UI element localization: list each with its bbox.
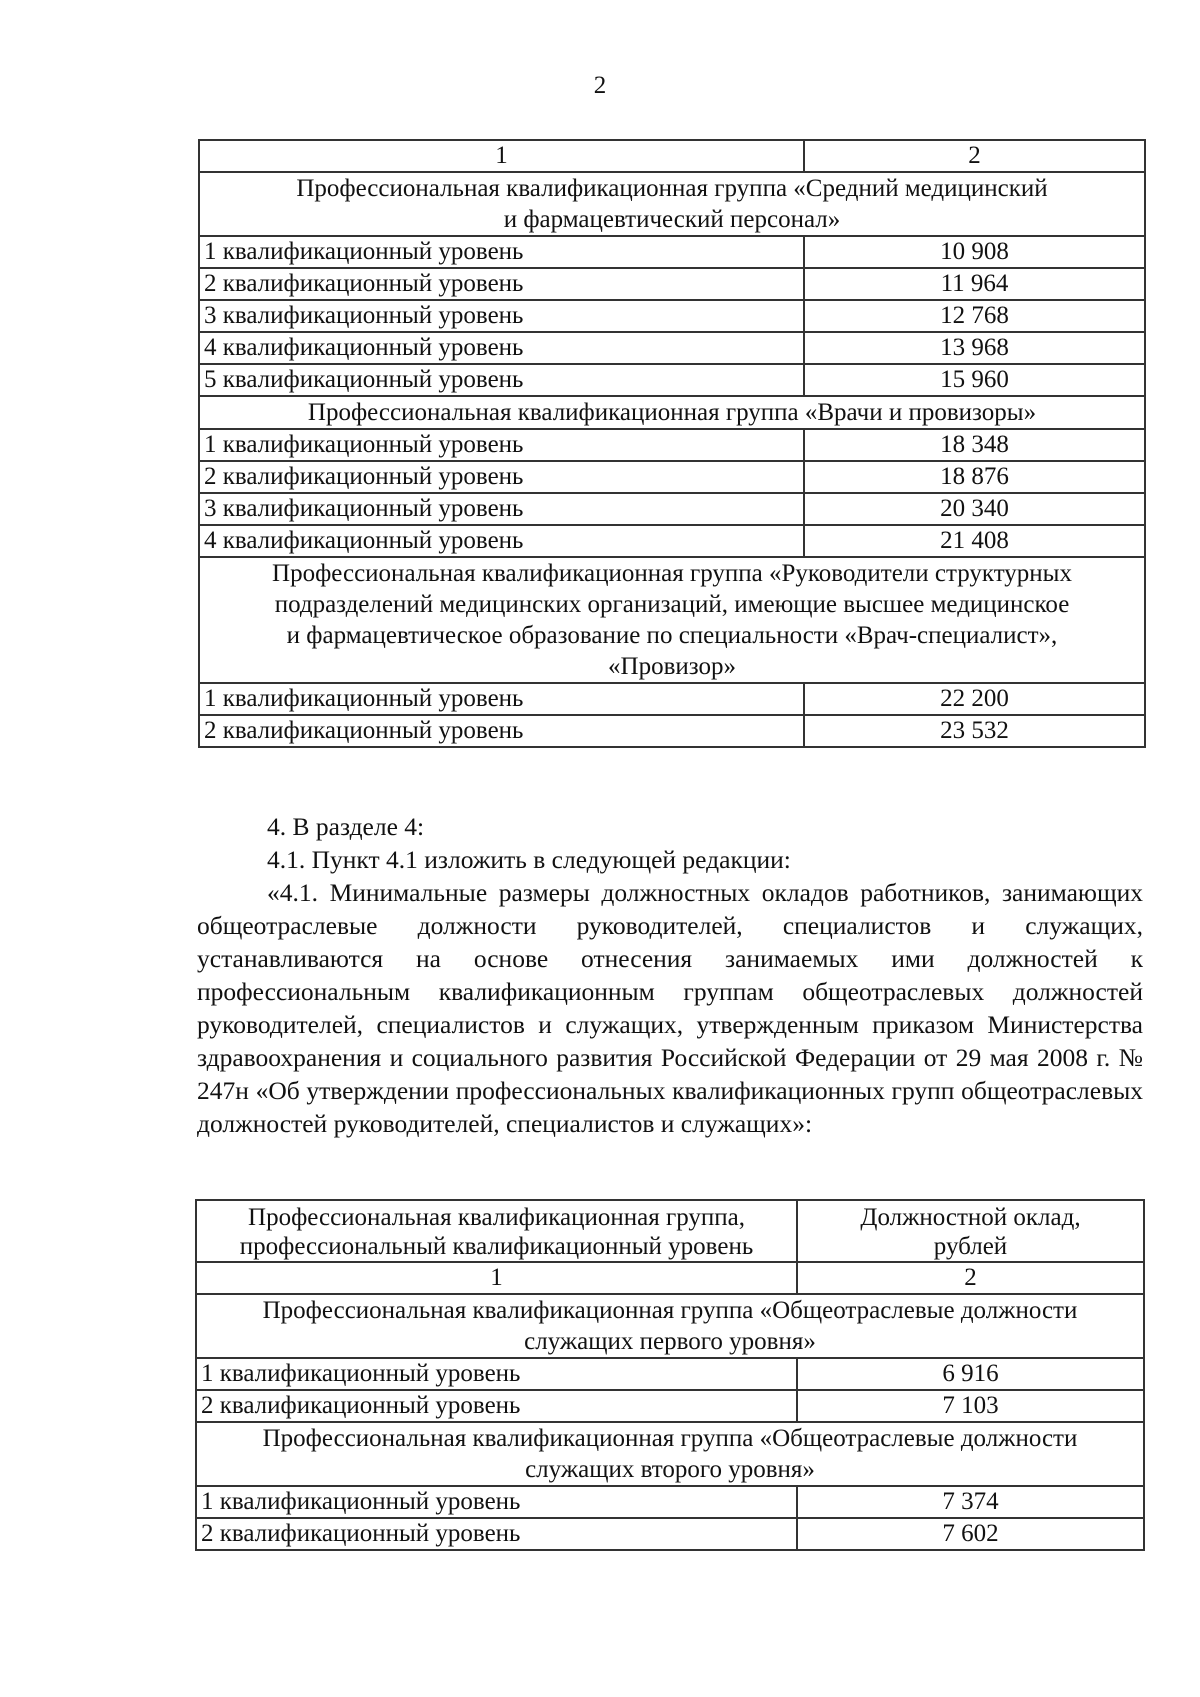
table-row — [199, 461, 1145, 493]
table-row — [199, 364, 1145, 396]
salary-cell: 7 602 — [797, 1518, 1144, 1550]
table-row — [199, 525, 1145, 557]
group-title-row — [199, 396, 1145, 429]
level-cell: 1 квалификационный уровень — [199, 236, 804, 268]
table-row — [196, 1486, 1144, 1518]
level-cell: 3 квалификационный уровень — [199, 300, 804, 332]
group-title-row — [199, 172, 1145, 236]
group-title-row — [196, 1422, 1144, 1486]
table-header-row — [199, 140, 1145, 172]
table-row — [199, 300, 1145, 332]
salary-cell: 15 960 — [804, 364, 1145, 396]
group-title-department-heads: Профессиональная квалификационная группа «Руководители структурных подразделений медицинских организаций, имеющие высшее медицинское и фармацевтическое образование по специальности «Врач-специалист», «Провизор» — [199, 557, 1145, 683]
salary-cell: 21 408 — [804, 525, 1145, 557]
group-title-doctors: Профессиональная квалификационная группа «Врачи и провизоры» — [199, 396, 1145, 429]
level-cell: 1 квалификационный уровень — [196, 1358, 797, 1390]
salary-cell: 7 374 — [797, 1486, 1144, 1518]
clause-4-1-body: «4.1. Минимальные размеры должностных окладов работников, занимающих общеотраслевые должности руководителей, специалистов и служащих, устанавливаются на основе отнесения занимаемых ими должностей к профессиональным квалификационным группам общеотраслевых должностей руководителей, специалистов и служащих, утвержденным приказом Министерства здравоохранения и социального развития Российской Федерации от 29 мая 2008 г. № 247н «Об утверждении профессиональных квалификационных групп общеотраслевых должностей руководителей, специалистов и служащих»: — [197, 878, 1143, 1138]
level-cell: 2 квалификационный уровень — [199, 461, 804, 493]
level-cell: 2 квалификационный уровень — [199, 268, 804, 300]
salary-cell: 23 532 — [804, 715, 1145, 747]
table-row — [199, 493, 1145, 525]
table-row — [196, 1518, 1144, 1550]
table-row — [199, 715, 1145, 747]
salary-table-medical — [198, 139, 1146, 748]
level-cell: 4 квалификационный уровень — [199, 525, 804, 557]
level-cell: 5 квалификационный уровень — [199, 364, 804, 396]
column-number-2: 2 — [797, 1262, 1144, 1294]
table-row — [199, 683, 1145, 715]
page-number: 2 — [593, 72, 607, 99]
table-row — [199, 429, 1145, 461]
level-cell: 2 квалификационный уровень — [196, 1390, 797, 1422]
table-row — [199, 332, 1145, 364]
column-header-salary: Должностной оклад, рублей — [797, 1200, 1144, 1262]
level-cell: 1 квалификационный уровень — [199, 683, 804, 715]
group-title-mid-medical: Профессиональная квалификационная группа «Средний медицинский и фармацевтический персонал» — [199, 172, 1145, 236]
column-number-1: 1 — [196, 1262, 797, 1294]
table-row — [199, 268, 1145, 300]
section-4-heading: 4. В разделе 4: — [267, 812, 425, 841]
salary-cell: 22 200 — [804, 683, 1145, 715]
table-row — [199, 236, 1145, 268]
column-number-2: 2 — [804, 140, 1145, 172]
level-cell: 1 квалификационный уровень — [196, 1486, 797, 1518]
salary-cell: 20 340 — [804, 493, 1145, 525]
salary-cell: 6 916 — [797, 1358, 1144, 1390]
table-row — [196, 1358, 1144, 1390]
salary-cell: 18 876 — [804, 461, 1145, 493]
group-title-row — [199, 557, 1145, 683]
level-cell: 2 квалификационный уровень — [199, 715, 804, 747]
level-cell: 2 квалификационный уровень — [196, 1518, 797, 1550]
salary-cell: 10 908 — [804, 236, 1145, 268]
group-title-second-level: Профессиональная квалификационная группа «Общеотраслевые должности служащих второго уровня» — [196, 1422, 1144, 1486]
salary-cell: 18 348 — [804, 429, 1145, 461]
salary-table-general — [195, 1199, 1145, 1551]
group-title-row — [196, 1294, 1144, 1358]
salary-cell: 7 103 — [797, 1390, 1144, 1422]
level-cell: 1 квалификационный уровень — [199, 429, 804, 461]
level-cell: 3 квалификационный уровень — [199, 493, 804, 525]
table-row — [196, 1390, 1144, 1422]
table-head-row — [196, 1200, 1144, 1262]
clause-4-1-intro: 4.1. Пункт 4.1 изложить в следующей редакции: — [267, 845, 791, 874]
salary-cell: 12 768 — [804, 300, 1145, 332]
column-number-1: 1 — [199, 140, 804, 172]
salary-cell: 11 964 — [804, 268, 1145, 300]
column-header-group-level: Профессиональная квалификационная группа, профессиональный квалификационный уровень — [196, 1200, 797, 1262]
salary-cell: 13 968 — [804, 332, 1145, 364]
table-header-row — [196, 1262, 1144, 1294]
group-title-first-level: Профессиональная квалификационная группа «Общеотраслевые должности служащих первого уровня» — [196, 1294, 1144, 1358]
level-cell: 4 квалификационный уровень — [199, 332, 804, 364]
